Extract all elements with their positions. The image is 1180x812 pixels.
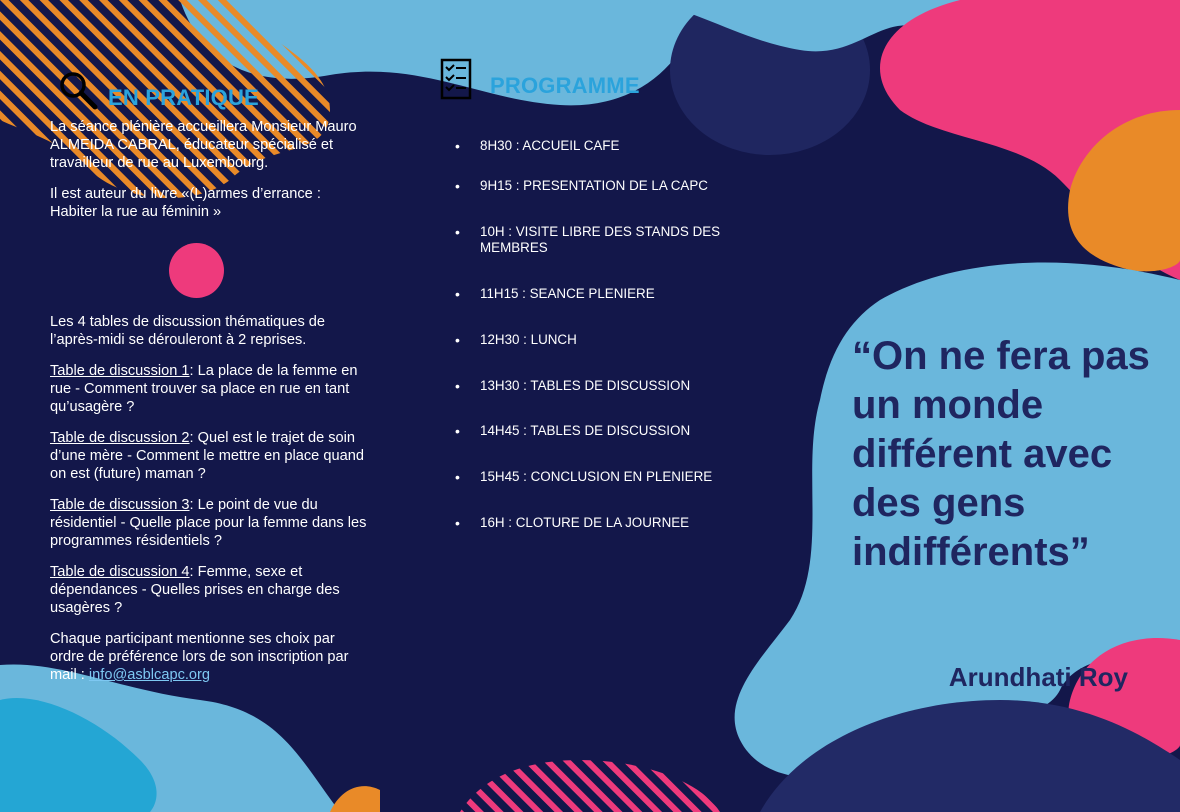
pink-dot [169,243,224,298]
search-icon [58,70,98,110]
table-3-label: Table de discussion 3 [50,497,190,513]
programme-item: • 10H : VISITE LIBRE DES STANDS DES MEMBRES [449,224,780,256]
quote-text: “On ne fera pas un monde différent avec des gens indifférents” [852,334,1150,574]
table-3-text: : Le point de vue du résidentiel - Quelle place pour la femme dans les programmes résidentiels ? [50,497,367,549]
table-4-text: : Femme, sexe et dépendances - Quelles prises en charge des usagères ? [50,564,340,616]
programme-item: • 12H30 : LUNCH [449,332,780,348]
closing-paragraph [50,630,370,684]
programme-item: • 14H45 : TABLES DE DISCUSSION [449,423,780,439]
table-4-label: Table de discussion 4 [50,564,190,580]
table-2-text: : Quel est le trajet de soin d’une mère - Comment le mettre en place quand on est (future) maman ? [50,430,364,482]
programme-item: • 8H30 : ACCUEIL CAFE [449,138,780,154]
programme-item: • 11H15 : SEANCE PLENIERE [449,286,780,302]
programme-list [449,0,769,600]
programme-item: • 13H30 : TABLES DE DISCUSSION [449,378,780,394]
programme-item: • 16H : CLOTURE DE LA JOURNEE [449,515,780,531]
table-1-label: Table de discussion 1 [50,363,190,379]
email-link[interactable]: info@asblcapc.org [88,667,211,683]
table-1 [50,362,370,416]
programme-item: • 9H15 : PRESENTATION DE LA CAPC [449,178,780,194]
en-pratique-title: EN PRATIQUE [108,85,259,110]
table-2-label: Table de discussion 2 [50,430,190,446]
programme-title: PROGRAMME [490,73,640,98]
book-paragraph: Il est auteur du livre «(L)armes d’errance : Habiter la rue au féminin » [50,186,321,220]
table-3 [50,496,370,550]
quote-author: Arundhati Roy [948,662,1128,692]
left-column-text [50,118,370,234]
table-4 [50,563,370,617]
intro-paragraph: La séance plénière accueillera Monsieur Mauro ALMEIDA CABRAL, éducateur spécialisé et travailleur de rue au Luxembourg. [50,119,357,171]
table-2 [50,429,370,483]
tables-intro: Les 4 tables de discussion thématiques de l’après-midi se dérouleront à 2 reprises. [50,314,326,348]
closing-text: Chaque participant mentionne ses choix par ordre de préférence lors de son inscription par mail : [50,631,349,683]
tables-section [50,313,370,697]
table-1-text: : La place de la femme en rue - Comment trouver sa place en rue en tant qu’usagère ? [50,363,358,415]
programme-item: • 15H45 : CONCLUSION EN PLENIERE [449,469,780,485]
